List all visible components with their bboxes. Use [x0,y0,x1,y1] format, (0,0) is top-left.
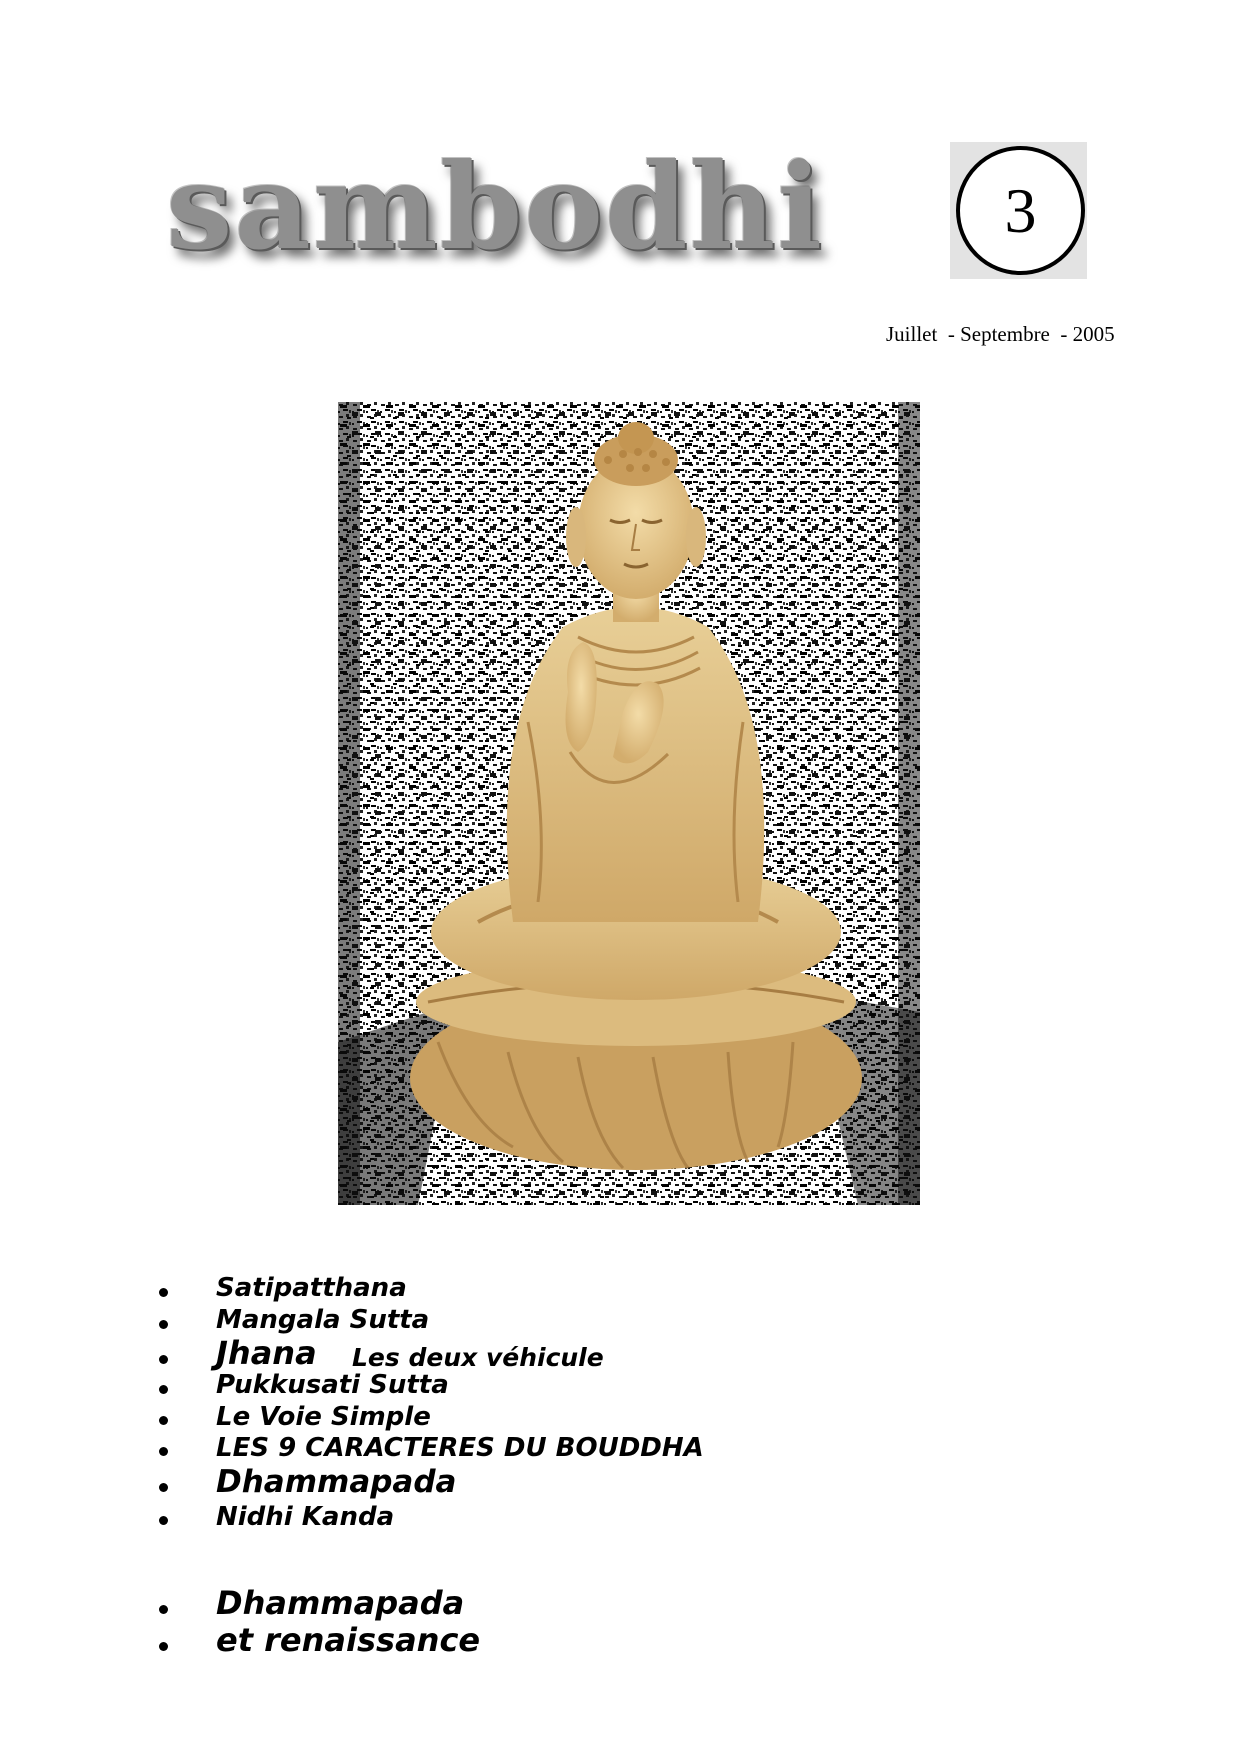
toc-label: Mangala Sutta [216,1305,430,1335]
bullet-icon [159,1355,168,1364]
buddha-statue-illustration [338,402,920,1205]
toc-sublabel: Les deux véhicule [352,1343,604,1372]
bullet-icon [159,1483,168,1492]
toc-label: Satipatthana [216,1273,407,1303]
issue-number: 3 [956,146,1085,275]
bullet-icon [159,1385,168,1394]
toc-label: Nidhi Kanda [216,1502,395,1532]
toc-label: Jhana [216,1334,317,1372]
toc-label: Dhammapada [216,1464,457,1500]
bullet-icon [159,1642,168,1651]
bullet-icon [159,1288,168,1297]
issue-badge [950,142,1087,279]
bullet-icon [159,1605,168,1614]
toc-label: Dhammapada [216,1584,465,1622]
toc-label: et renaissance [216,1621,481,1659]
toc-label: LES 9 CARACTERES DU BOUDDHA [216,1433,704,1463]
toc-label: Pukkusati Sutta [216,1370,449,1400]
bullet-icon [159,1516,168,1525]
bullet-icon [159,1416,168,1425]
cover-photo [338,402,920,1205]
bullet-icon [159,1447,168,1456]
bullet-icon [159,1320,168,1329]
magazine-title: sambodhi [166,137,825,276]
issue-date: Juillet - Septembre - 2005 [886,322,1115,346]
toc-label: Le Voie Simple [216,1402,431,1432]
